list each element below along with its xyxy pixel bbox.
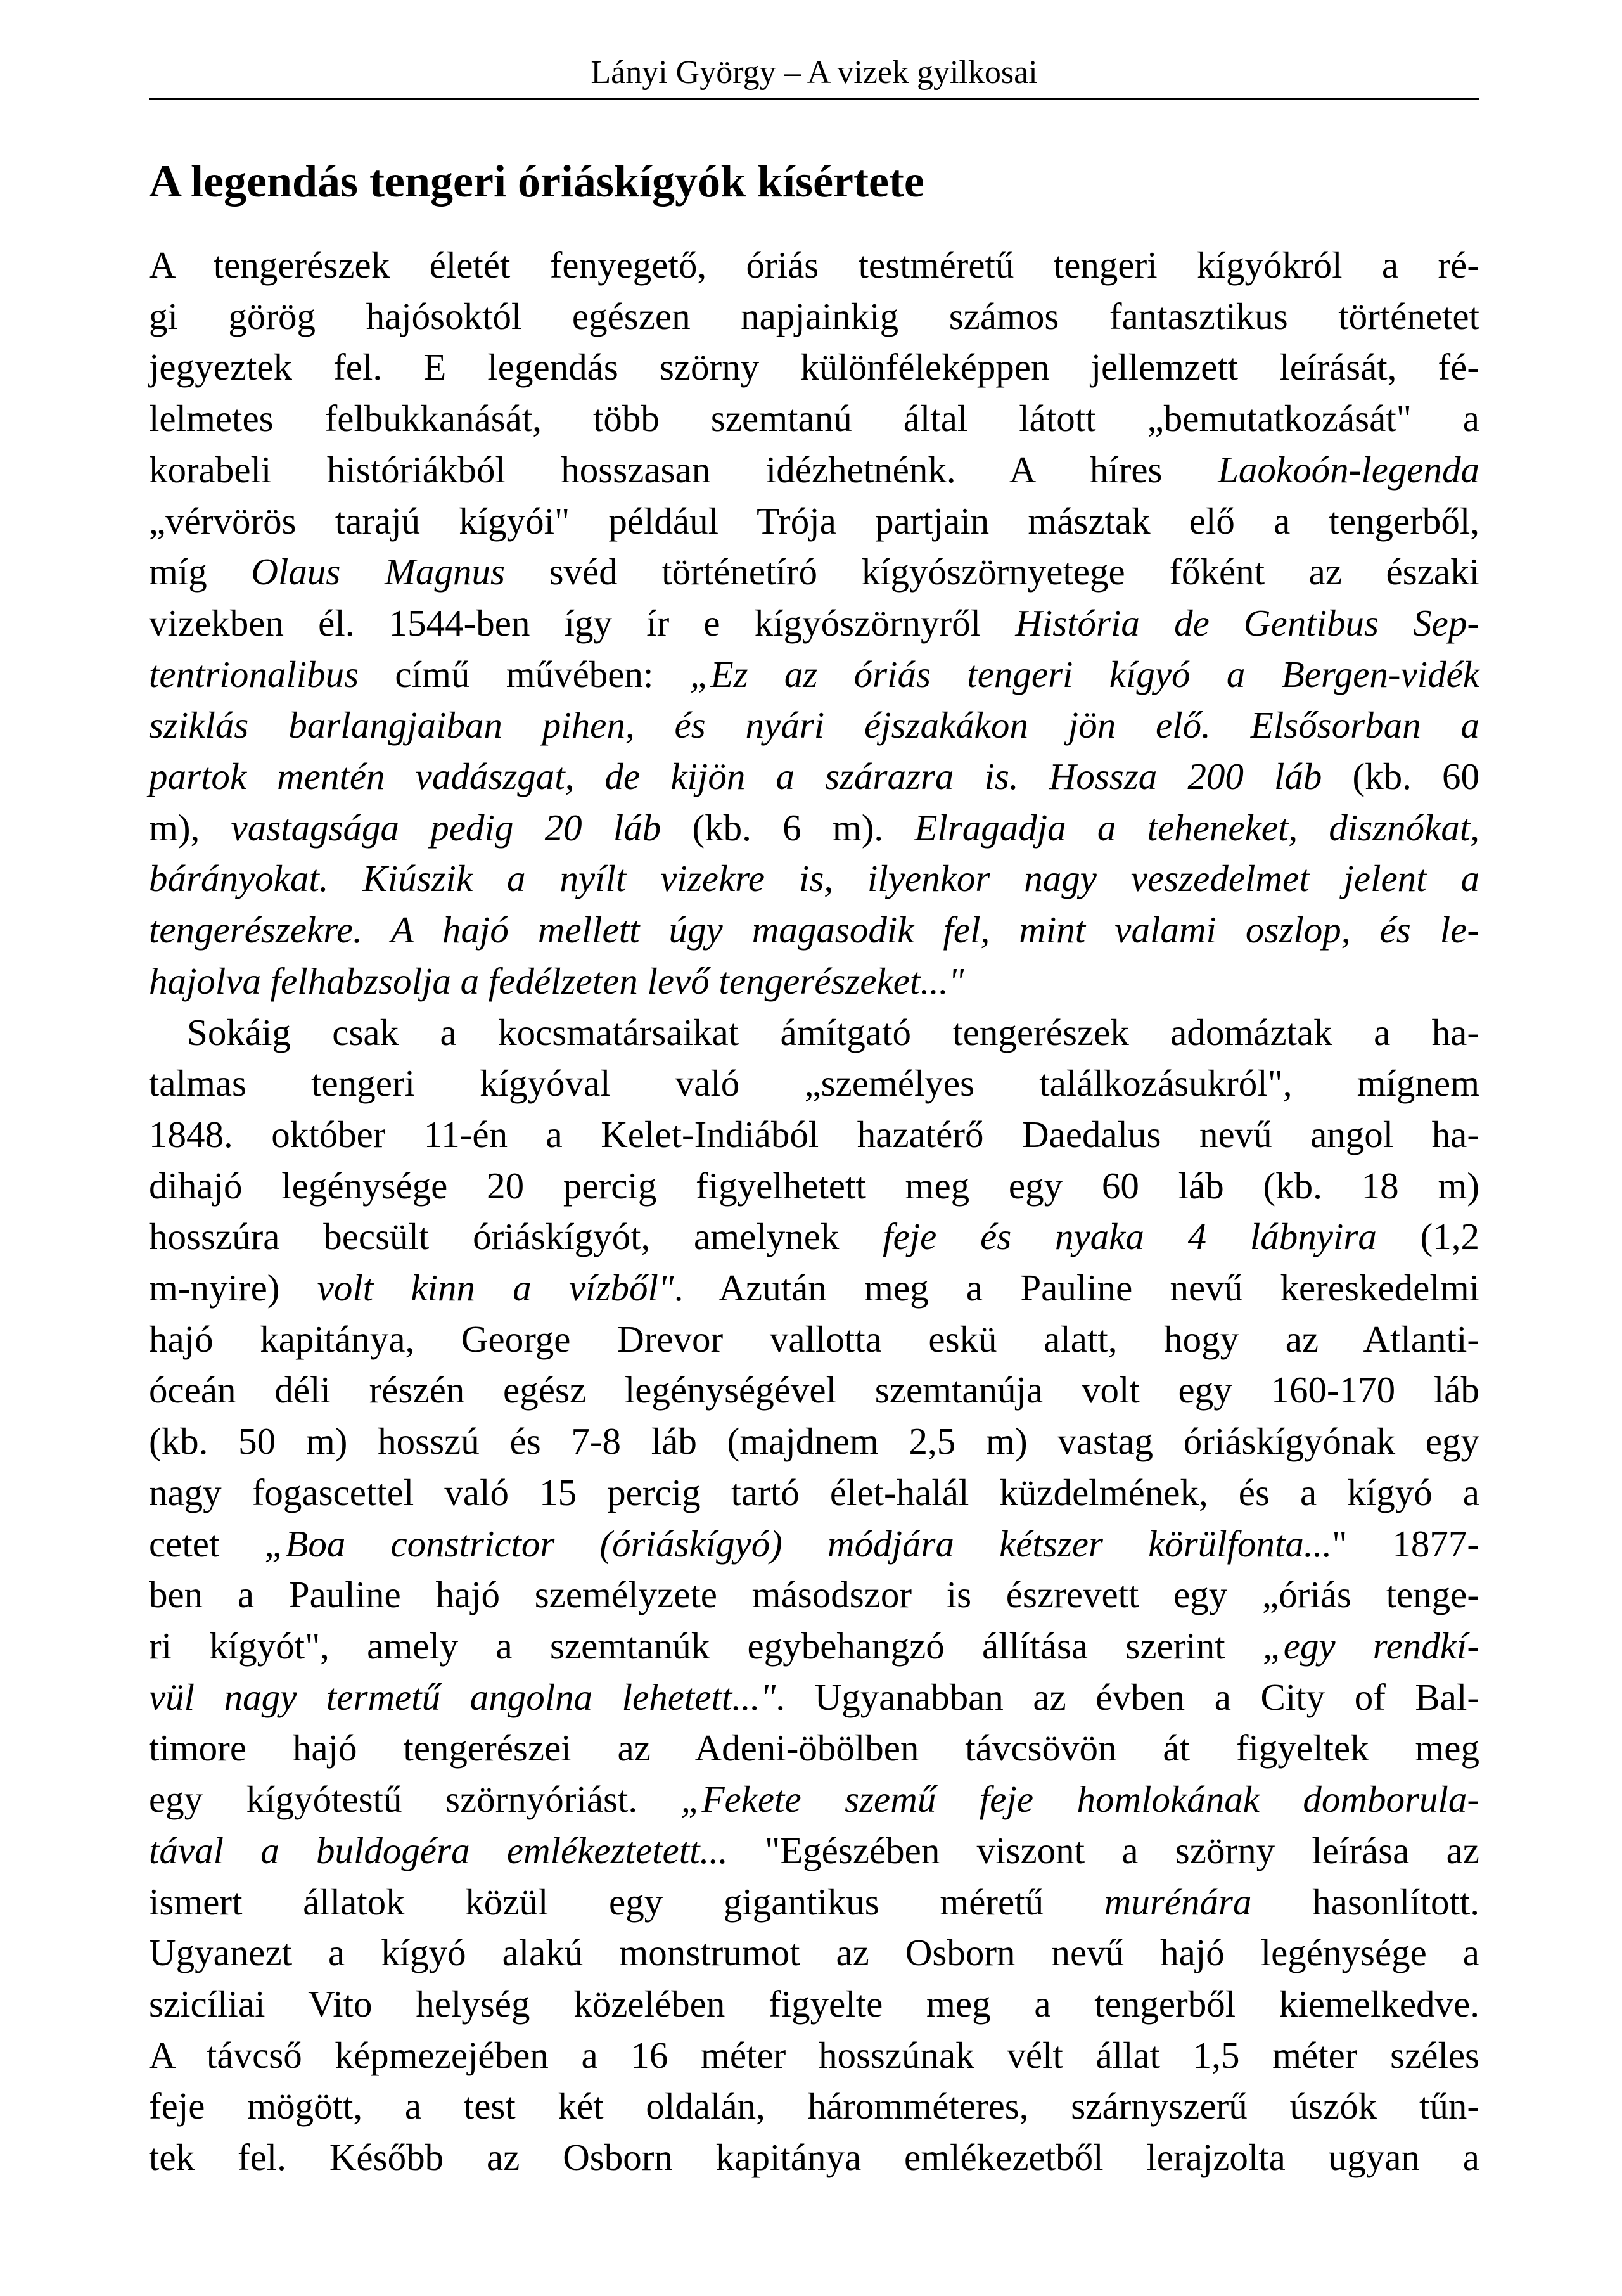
text-run: A távcső képmezejében a 16 méter hosszúnak vélt állat 1,5 méter széles: [149, 2034, 1479, 2076]
text-line: [149, 1927, 1479, 1979]
text-run: gi görög hajósoktól egészen napjainkig számos fantasztikus történetet: [149, 295, 1479, 337]
text-line: [149, 1467, 1479, 1518]
text-run: nagy fogascettel való 15 percig tartó élet-halál küzdelmének, és a kígyó a: [149, 1471, 1479, 1513]
italic-run: Elragadja a teheneket, disznókat,: [914, 806, 1479, 849]
text-run: ri kígyót", amely a szemtanúk egybehangzó állítása szerint: [149, 1624, 1263, 1667]
text-line: [149, 1314, 1479, 1365]
text-run: tek fel. Később az Osborn kapitánya emlékezetből lerajzolta ugyan a: [149, 2136, 1479, 2179]
text-run: (kb. 50 m) hosszú és 7-8 láb (majdnem 2,5 m) vastag óriáskígyónak egy: [149, 1420, 1479, 1463]
italic-run: partok mentén vadászgat, de kijön a szárazra is. Hossza 200 láb: [149, 755, 1322, 798]
text-line: [149, 1569, 1479, 1620]
italic-run: „Fekete szemű feje homlokának domborula-: [680, 1778, 1479, 1821]
text-run: egy kígyótestű szörnyóriást.: [149, 1778, 681, 1821]
italic-run: murénára: [1104, 1880, 1252, 1923]
text-run: szicíliai Vito helység közelében figyelte meg a tengerből kiemelkedve.: [149, 1982, 1479, 2025]
text-run: hasonlított.: [1251, 1880, 1480, 1923]
text-line: [149, 2132, 1479, 2183]
italic-run: „Boa constrictor (óriáskígyó) módjára kétszer körülfonta...: [264, 1522, 1332, 1565]
body-text: [149, 240, 1479, 2183]
italic-run: hajolva felhabzsolja a fedélzeten levő tengerészeket...": [149, 959, 964, 1002]
text-line: [149, 393, 1479, 444]
text-run: " 1877-: [1332, 1522, 1479, 1565]
italic-run: bárányokat. Kiúszik a nyílt vizekre is, ilyenkor nagy veszedelmet jelent a: [149, 857, 1479, 900]
italic-run: Laokoón-legenda: [1218, 448, 1479, 491]
text-line: [149, 904, 1479, 956]
text-line: [149, 2081, 1479, 2132]
text-run: 1848. október 11-én a Kelet-Indiából hazatérő Daedalus nevű angol ha-: [149, 1113, 1479, 1155]
text-run: "Egészében viszont a szörny leírása az: [727, 1829, 1479, 1871]
text-line: [149, 802, 1479, 854]
text-line: [149, 1211, 1479, 1262]
text-run: . Azután meg a Pauline nevű kereskedelmi: [674, 1267, 1480, 1309]
italic-run: História de Gentibus Sep-: [1015, 601, 1479, 644]
text-line: [149, 546, 1479, 598]
text-line: [149, 1722, 1479, 1774]
text-line: [149, 1416, 1479, 1467]
text-line: [149, 2030, 1479, 2081]
text-line: [149, 598, 1479, 649]
text-line: [149, 291, 1479, 342]
text-run: cetet: [149, 1522, 265, 1565]
text-run: (1,2: [1376, 1215, 1479, 1258]
chapter-title: A legendás tengeri óriáskígyók kísértete: [149, 156, 924, 207]
text-line: [149, 1109, 1479, 1160]
text-run: lelmetes felbukkanását, több szemtanú által látott „bemutatkozását" a: [149, 397, 1479, 440]
text-line: [149, 700, 1479, 751]
italic-run: volt kinn a vízből": [317, 1267, 674, 1309]
text-line: [149, 751, 1479, 802]
text-run: hosszúra becsült óriáskígyót, amelynek: [149, 1215, 883, 1258]
italic-run: sziklás barlangjaiban pihen, és nyári éjszakákon jön elő. Elsősorban a: [149, 704, 1479, 747]
text-line: [149, 649, 1479, 700]
text-run: talmas tengeri kígyóval való „személyes találkozásukról", mígnem: [149, 1062, 1479, 1105]
italic-run: vastagsága pedig 20 láb: [231, 806, 661, 849]
italic-run: tengerészekre. A hajó mellett úgy magasodik fel, mint valami oszlop, és le-: [149, 909, 1479, 951]
italic-run: tentrionalibus: [149, 653, 359, 695]
text-line: [149, 1058, 1479, 1109]
text-run: jegyeztek fel. E legendás szörny különféleképpen jellemzett leírását, fé-: [149, 346, 1479, 388]
text-run: vizekben él. 1544-ben így ír e kígyószörnyről: [149, 601, 1016, 644]
italic-run: „Ez az óriás tengeri kígyó a Bergen-vidék: [689, 653, 1479, 695]
text-run: ben a Pauline hajó személyzete másodszor is észrevett egy „óriás tenge-: [149, 1574, 1479, 1616]
text-line: [149, 496, 1479, 547]
paragraph: [149, 1007, 1479, 2183]
text-line: [149, 1364, 1479, 1416]
text-line: [149, 1876, 1479, 1928]
text-line: [149, 1262, 1479, 1314]
text-run: hajó kapitánya, George Drevor vallotta eskü alatt, hogy az Atlanti-: [149, 1318, 1479, 1360]
text-run: feje mögött, a test két oldalán, háromméteres, szárnyszerű úszók tűn-: [149, 2085, 1479, 2127]
text-run: míg: [149, 551, 252, 593]
text-run: A tengerészek életét fenyegető, óriás testméretű tengeri kígyókról a ré-: [149, 244, 1479, 286]
italic-run: feje és nyaka 4 lábnyira: [883, 1215, 1377, 1258]
text-line: [149, 1518, 1479, 1570]
text-run: óceán déli részén egész legénységével szemtanúja volt egy 160-170 láb: [149, 1369, 1479, 1411]
running-header: Lányi György – A vizek gyilkosai: [591, 55, 1038, 91]
text-run: című művében:: [359, 653, 690, 695]
text-line: [149, 956, 1479, 1007]
text-run: dihajó legénysége 20 percig figyelhetett meg egy 60 láb (kb. 18 m): [149, 1164, 1479, 1207]
text-run: (kb. 6 m).: [661, 806, 915, 849]
italic-run: tával a buldogéra emlékeztetett...: [149, 1829, 728, 1871]
text-line: [149, 1007, 1479, 1058]
text-line: [149, 240, 1479, 291]
text-run: timore hajó tengerészei az Adeni-öbölben távcsövön át figyeltek meg: [149, 1727, 1479, 1769]
text-run: korabeli históriákból hosszasan idézhetnénk. A híres: [149, 448, 1218, 491]
text-run: Ugyanezt a kígyó alakú monstrumot az Osborn nevű hajó legénysége a: [149, 1932, 1479, 1974]
text-line: [149, 1825, 1479, 1876]
text-line: [149, 853, 1479, 904]
text-line: [149, 1620, 1479, 1672]
text-line: [149, 444, 1479, 496]
text-run: ismert állatok közül egy gigantikus méretű: [149, 1880, 1104, 1923]
text-run: (kb. 60: [1322, 755, 1480, 798]
text-line: [149, 1672, 1479, 1723]
text-line: [149, 1979, 1479, 2030]
paragraph: [149, 240, 1479, 1007]
italic-run: Olaus Magnus: [251, 551, 505, 593]
text-run: „vérvörös tarajú kígyói" például Trója partjain másztak elő a tengerből,: [149, 499, 1479, 542]
text-run: m),: [149, 806, 231, 849]
text-run: m-nyire): [149, 1267, 317, 1309]
text-run: . Ugyanabban az évben a City of Bal-: [776, 1676, 1479, 1718]
italic-run: „egy rendkí-: [1262, 1624, 1479, 1667]
text-line: [149, 1774, 1479, 1825]
italic-run: vül nagy termetű angolna lehetett...": [149, 1676, 776, 1718]
text-run: Sokáig csak a kocsmatársaikat ámítgató tengerészek adomáztak a ha-: [187, 1011, 1479, 1053]
text-run: svéd történetíró kígyószörnyetege főként az északi: [505, 551, 1479, 593]
text-line: [149, 1160, 1479, 1212]
header-divider: [149, 98, 1479, 100]
text-line: [149, 342, 1479, 393]
